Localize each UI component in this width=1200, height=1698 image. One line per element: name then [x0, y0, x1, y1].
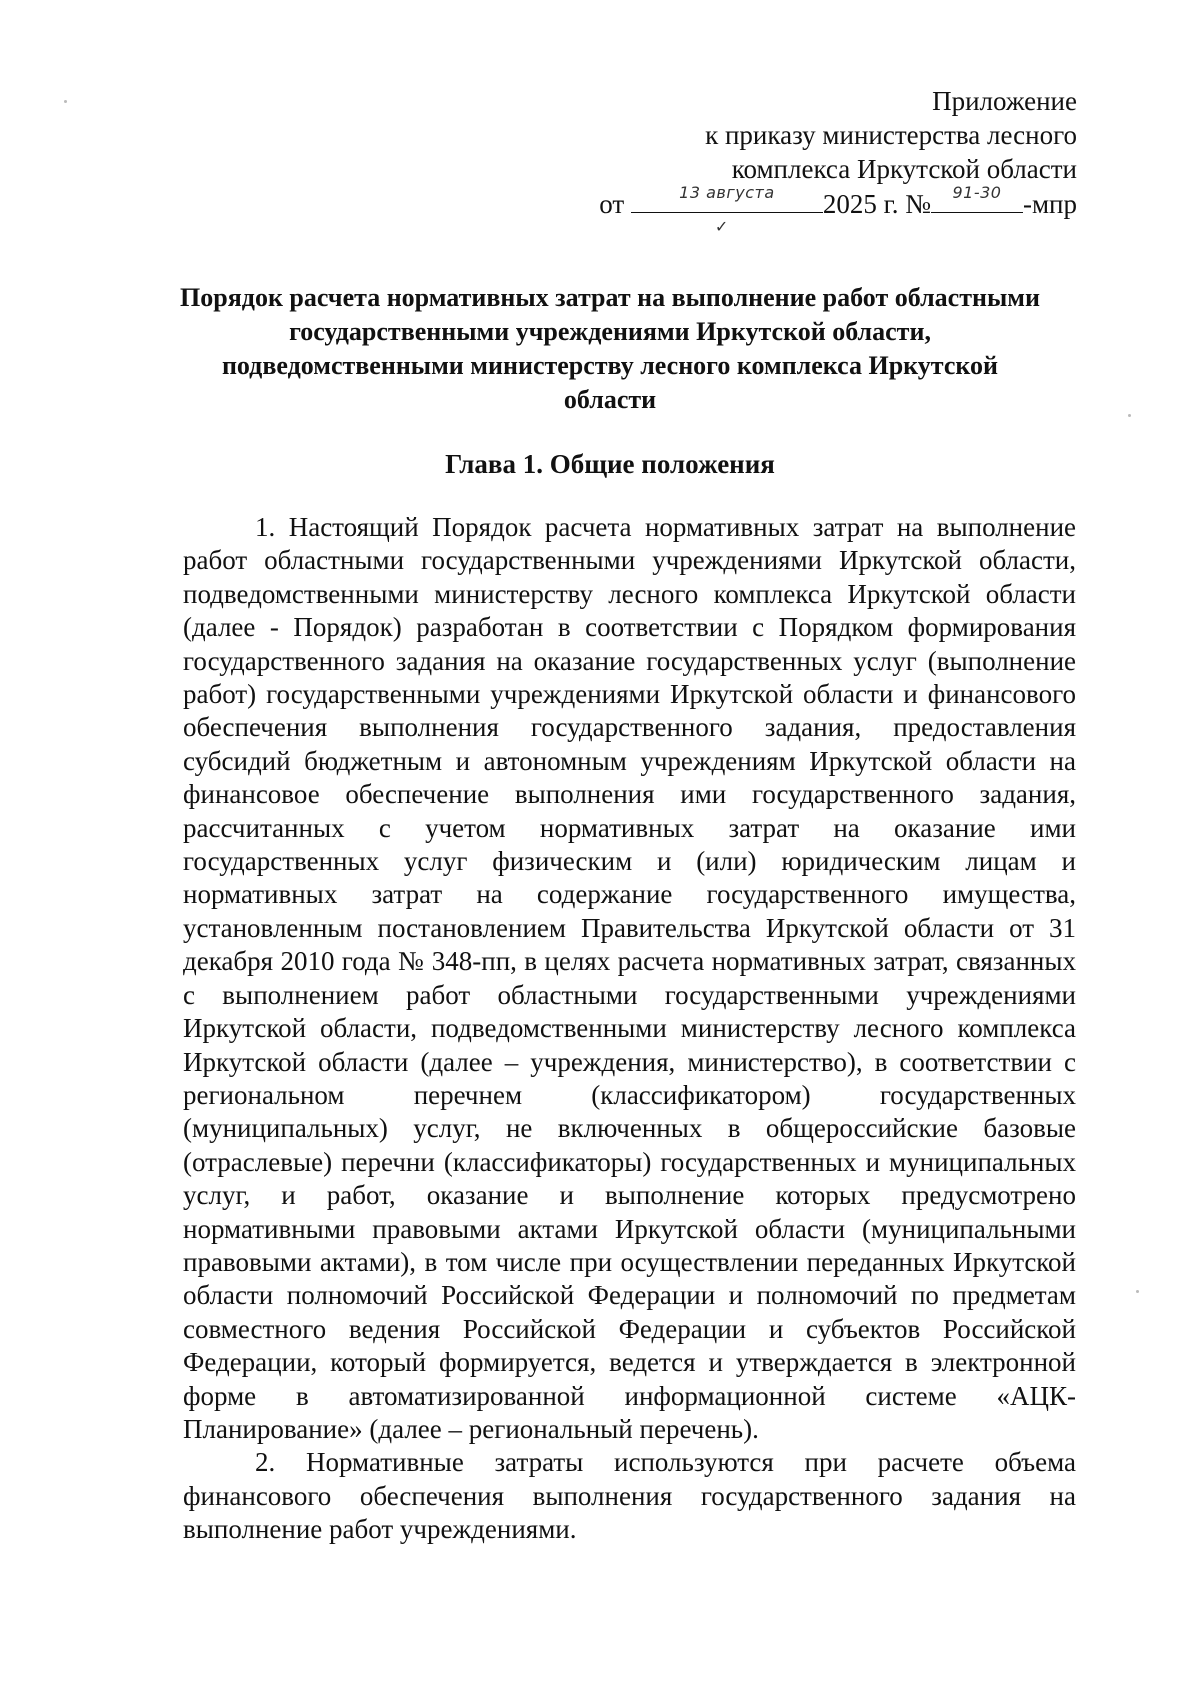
order-number-handwritten: 91-30 — [952, 183, 1002, 202]
scan-speck — [1128, 414, 1131, 417]
document-title-line: подведомственными министерству лесного комплекса Иркутской — [221, 351, 999, 380]
document-title-line: Порядок расчета нормативных затрат на выполнение работ областными — [180, 283, 1040, 312]
document-title — [160, 281, 1060, 417]
checkmark-icon: ✓ — [714, 217, 729, 236]
appendix-header — [599, 84, 1077, 236]
order-number-field — [931, 183, 1023, 213]
document-title-line: области — [563, 385, 657, 414]
order-year: 2025 г. № — [822, 189, 931, 219]
order-reference — [599, 183, 1077, 236]
chapter-heading: Глава 1. Общие положения — [445, 449, 775, 479]
appendix-line: комплекса Иркутской области — [731, 154, 1077, 184]
document-title-line: государственными учреждениями Иркутской области, — [289, 317, 931, 346]
scan-speck — [64, 100, 67, 103]
paragraph-2: 2. Нормативные затраты используются при расчете объема финансового обеспечения выполнения государственного задания на выполнение работ учреждениями. — [183, 1447, 1076, 1545]
order-date-handwritten: 13 августа — [679, 183, 775, 202]
order-suffix: -мпр — [1022, 189, 1077, 219]
scan-speck — [1136, 1290, 1139, 1293]
document-body — [183, 511, 1076, 1547]
paragraph-1: 1. Настоящий Порядок расчета нормативных затрат на выполнение работ областными государственными учреждениями Иркутской области, подведомственными министерству лесного комплекса Иркутской области (далее - Порядок) разработан в соответствии с Порядком формирования государственного задания на оказание государственных услуг (выполнение работ) государственными учреждениями Иркутской области и финансового обеспечения выполнения государственного задания, предоставления субсидий бюджетным и автономным учреждениям Иркутской области на финансовое обеспечение выполнения ими государственного задания, рассчитанных с учетом нормативных затрат на оказание ими государственных услуг физическим и (или) юридическим лицам и нормативных затрат на содержание государственного имущества, установленным постановлением Правительства Иркутской области от 31 декабря 2010 года № 348-пп, в целях расчета нормативных затрат, связанных с выполнением работ областными государственными учреждениями Иркутской области, подведомственными министерству лесного комплекса Иркутской области (далее – учреждения, министерство), в соответствии с региональном перечнем (классификатором) государственных (муниципальных) услуг, не включенных в общероссийские базовые (отраслевые) перечни (классификаторы) государственных и муниципальных услуг, и работ, оказание и выполнение которых предусмотрено нормативными правовыми актами Иркутской области (муниципальными правовыми актами), в том числе при осуществлении переданных Иркутской области полномочий Российской Федерации и полномочий по предметам совместного ведения Российской Федерации и субъектов Российской Федерации, который формируется, ведется и утверждается в электронной форме в автоматизированной информационной системе «АЦК-Планирование» (далее – региональный перечень). — [183, 512, 1076, 1444]
appendix-line: Приложение — [932, 86, 1077, 116]
appendix-line: к приказу министерства лесного — [705, 120, 1077, 150]
order-date-field — [631, 183, 823, 236]
order-prefix: от — [599, 189, 625, 219]
